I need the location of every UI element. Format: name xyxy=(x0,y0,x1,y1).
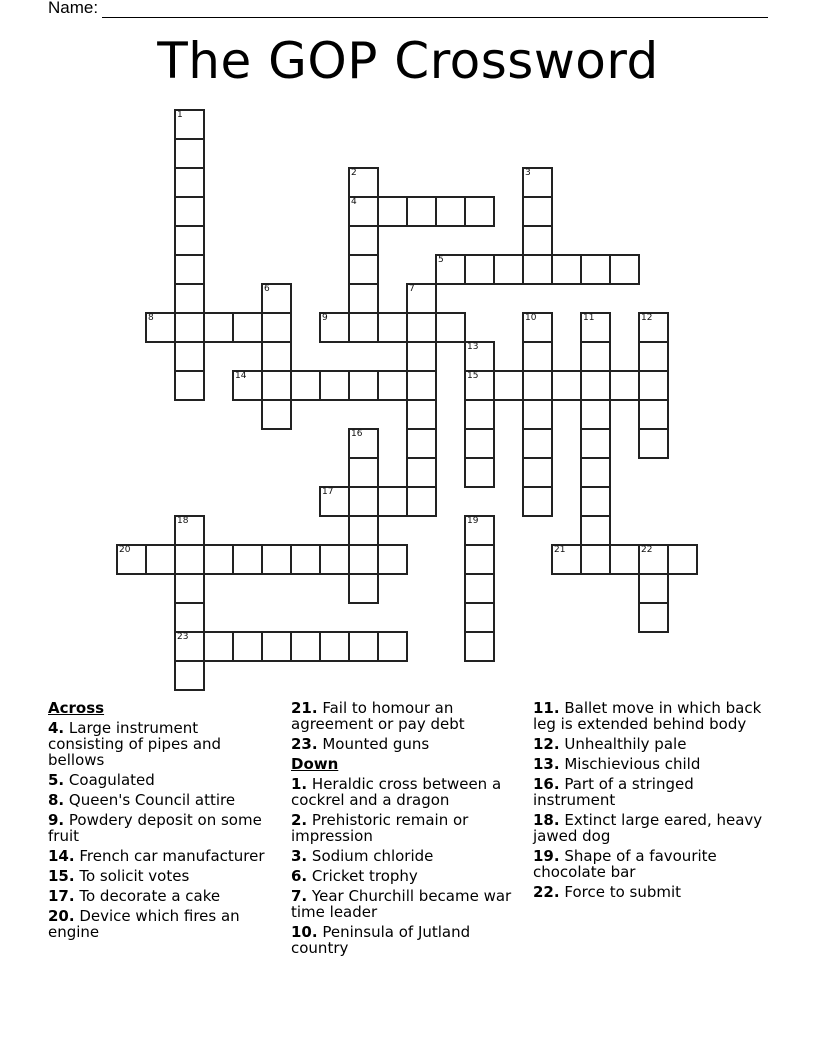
crossword-cell[interactable] xyxy=(522,457,553,488)
clue-number: 19. xyxy=(533,847,560,865)
crossword-cell[interactable] xyxy=(174,602,205,633)
crossword-cell[interactable] xyxy=(174,109,205,140)
cell-number: 20 xyxy=(119,545,131,555)
name-label: Name: xyxy=(48,0,99,17)
clue-down-19 xyxy=(533,848,773,880)
crossword-cell[interactable] xyxy=(551,254,582,285)
clue-down-12 xyxy=(533,736,773,752)
crossword-cell[interactable] xyxy=(638,399,669,430)
clue-text: Mounted guns xyxy=(322,735,430,753)
cell-number: 19 xyxy=(467,516,479,526)
crossword-cell[interactable] xyxy=(638,602,669,633)
clue-number: 17. xyxy=(48,887,75,905)
clue-text: Heraldic cross between a cockrel and a dragon xyxy=(291,775,502,809)
crossword-cell[interactable] xyxy=(580,341,611,372)
clue-text: Prehistoric remain or impression xyxy=(291,811,469,845)
crossword-cell[interactable] xyxy=(638,573,669,604)
crossword-cell[interactable] xyxy=(348,573,379,604)
crossword-cell[interactable] xyxy=(464,428,495,459)
clue-down-22 xyxy=(533,884,773,900)
crossword-cell[interactable] xyxy=(406,341,437,372)
crossword-cell[interactable] xyxy=(261,631,292,662)
clue-text: Powdery deposit on some fruit xyxy=(48,811,262,845)
crossword-cell[interactable] xyxy=(580,254,611,285)
crossword-cell[interactable] xyxy=(580,515,611,546)
crossword-cell[interactable] xyxy=(522,428,553,459)
cell-number: 9 xyxy=(322,313,328,323)
clue-text: Part of a stringed instrument xyxy=(533,775,694,809)
crossword-cell[interactable] xyxy=(174,138,205,169)
crossword-cell[interactable] xyxy=(580,428,611,459)
crossword-cell[interactable] xyxy=(580,312,611,343)
clue-across-23 xyxy=(291,736,521,752)
clue-number: 22. xyxy=(533,883,560,901)
clue-number: 16. xyxy=(533,775,560,793)
clue-down-2 xyxy=(291,812,521,844)
cell-number: 21 xyxy=(554,545,566,555)
crossword-cell[interactable] xyxy=(348,631,379,662)
crossword-cell[interactable] xyxy=(261,370,292,401)
clue-across-17 xyxy=(48,888,278,904)
clues-column-3 xyxy=(533,700,773,904)
crossword-cell[interactable] xyxy=(667,544,698,575)
crossword-cell[interactable] xyxy=(348,428,379,459)
clue-down-3 xyxy=(291,848,521,864)
crossword-cell[interactable] xyxy=(174,370,205,401)
crossword-cell[interactable] xyxy=(464,631,495,662)
crossword-cell[interactable] xyxy=(348,196,379,227)
crossword-cell[interactable] xyxy=(174,225,205,256)
cell-number: 6 xyxy=(264,284,270,294)
crossword-cell[interactable] xyxy=(319,486,350,517)
crossword-cell[interactable] xyxy=(493,254,524,285)
crossword-cell[interactable] xyxy=(377,486,408,517)
crossword-cell[interactable] xyxy=(435,254,466,285)
clue-text: Peninsula of Jutland country xyxy=(291,923,471,957)
clue-number: 12. xyxy=(533,735,560,753)
crossword-cell[interactable] xyxy=(406,457,437,488)
crossword-cell[interactable] xyxy=(406,312,437,343)
crossword-cell[interactable] xyxy=(348,312,379,343)
crossword-cell[interactable] xyxy=(406,428,437,459)
crossword-cell[interactable] xyxy=(348,370,379,401)
clue-across-8 xyxy=(48,792,278,808)
cell-number: 13 xyxy=(467,342,479,352)
down-heading: Down xyxy=(291,755,339,773)
crossword-cell[interactable] xyxy=(348,254,379,285)
crossword-cell[interactable] xyxy=(464,544,495,575)
clue-across-20 xyxy=(48,908,278,940)
crossword-cell[interactable] xyxy=(203,312,234,343)
clue-number: 21. xyxy=(291,699,318,717)
crossword-cell[interactable] xyxy=(580,544,611,575)
crossword-cell[interactable] xyxy=(377,544,408,575)
crossword-cell[interactable] xyxy=(406,196,437,227)
clue-text: Queen's Council attire xyxy=(68,791,236,809)
crossword-cell[interactable] xyxy=(203,544,234,575)
cell-number: 17 xyxy=(322,487,334,497)
clue-number: 3. xyxy=(291,847,308,865)
crossword-cell[interactable] xyxy=(232,631,263,662)
clue-across-9 xyxy=(48,812,278,844)
cell-number: 14 xyxy=(235,371,247,381)
cell-number: 23 xyxy=(177,632,189,642)
crossword-cell[interactable] xyxy=(232,544,263,575)
crossword-cell[interactable] xyxy=(522,167,553,198)
clue-number: 6. xyxy=(291,867,308,885)
crossword-cell[interactable] xyxy=(348,515,379,546)
clue-number: 13. xyxy=(533,755,560,773)
crossword-cell[interactable] xyxy=(290,544,321,575)
crossword-cell[interactable] xyxy=(290,370,321,401)
crossword-cell[interactable] xyxy=(348,225,379,256)
cell-number: 18 xyxy=(177,516,189,526)
clue-text: To decorate a cake xyxy=(79,887,221,905)
crossword-cell[interactable] xyxy=(522,312,553,343)
clue-text: Fail to homour an agreement or pay debt xyxy=(291,699,465,733)
clue-text: Force to submit xyxy=(564,883,682,901)
clue-number: 23. xyxy=(291,735,318,753)
clue-number: 1. xyxy=(291,775,308,793)
crossword-cell[interactable] xyxy=(580,486,611,517)
crossword-cell[interactable] xyxy=(232,312,263,343)
crossword-cell[interactable] xyxy=(551,370,582,401)
crossword-cell[interactable] xyxy=(522,341,553,372)
clue-number: 15. xyxy=(48,867,75,885)
crossword-cell[interactable] xyxy=(261,544,292,575)
crossword-cell[interactable] xyxy=(319,631,350,662)
clue-number: 2. xyxy=(291,811,308,829)
clue-down-7 xyxy=(291,888,521,920)
clue-number: 9. xyxy=(48,811,65,829)
crossword-cell[interactable] xyxy=(638,341,669,372)
clue-text: Ballet move in which back leg is extended behind body xyxy=(533,699,762,733)
name-blank-line[interactable] xyxy=(102,1,768,18)
clue-down-16 xyxy=(533,776,773,808)
crossword-cell[interactable] xyxy=(609,544,640,575)
clues-column-1 xyxy=(48,700,278,944)
crossword-cell[interactable] xyxy=(638,544,669,575)
clue-text: Sodium chloride xyxy=(311,847,434,865)
crossword-cell[interactable] xyxy=(174,660,205,691)
clue-text: Large instrument consisting of pipes and bellows xyxy=(48,719,222,769)
cell-number: 2 xyxy=(351,168,357,178)
crossword-cell[interactable] xyxy=(319,544,350,575)
crossword-cell[interactable] xyxy=(174,283,205,314)
crossword-grid xyxy=(117,110,727,700)
crossword-cell[interactable] xyxy=(464,573,495,604)
crossword-cell[interactable] xyxy=(174,573,205,604)
crossword-cell[interactable] xyxy=(348,457,379,488)
crossword-cell[interactable] xyxy=(174,341,205,372)
crossword-cell[interactable] xyxy=(348,486,379,517)
across-heading: Across xyxy=(48,699,105,717)
clue-down-11 xyxy=(533,700,773,732)
crossword-cell[interactable] xyxy=(522,196,553,227)
crossword-cell[interactable] xyxy=(580,457,611,488)
crossword-cell[interactable] xyxy=(319,370,350,401)
cell-number: 8 xyxy=(148,313,154,323)
cell-number: 3 xyxy=(525,168,531,178)
clue-number: 4. xyxy=(48,719,65,737)
clue-text: Year Churchill became war time leader xyxy=(291,887,512,921)
crossword-cell[interactable] xyxy=(522,486,553,517)
crossword-cell[interactable] xyxy=(174,196,205,227)
clue-down-13 xyxy=(533,756,773,772)
crossword-cell[interactable] xyxy=(522,370,553,401)
crossword-cell[interactable] xyxy=(609,254,640,285)
crossword-cell[interactable] xyxy=(116,544,147,575)
clue-number: 20. xyxy=(48,907,75,925)
crossword-cell[interactable] xyxy=(551,544,582,575)
cell-number: 4 xyxy=(351,197,357,207)
clue-number: 18. xyxy=(533,811,560,829)
crossword-cell[interactable] xyxy=(377,312,408,343)
clue-text: To solicit votes xyxy=(79,867,190,885)
page-title: The GOP Crossword xyxy=(157,32,659,90)
crossword-cell[interactable] xyxy=(522,399,553,430)
crossword-cell[interactable] xyxy=(464,515,495,546)
crossword-cell[interactable] xyxy=(464,370,495,401)
crossword-cell[interactable] xyxy=(464,399,495,430)
crossword-cell[interactable] xyxy=(203,631,234,662)
clue-number: 14. xyxy=(48,847,75,865)
crossword-cell[interactable] xyxy=(174,631,205,662)
crossword-cell[interactable] xyxy=(174,254,205,285)
crossword-cell[interactable] xyxy=(464,254,495,285)
clue-down-10 xyxy=(291,924,521,956)
crossword-cell[interactable] xyxy=(377,196,408,227)
clue-down-6 xyxy=(291,868,521,884)
crossword-cell[interactable] xyxy=(493,370,524,401)
clue-text: Mischievious child xyxy=(564,755,701,773)
crossword-cell[interactable] xyxy=(406,370,437,401)
crossword-cell[interactable] xyxy=(348,167,379,198)
crossword-cell[interactable] xyxy=(145,312,176,343)
crossword-cell[interactable] xyxy=(406,486,437,517)
cell-number: 22 xyxy=(641,545,653,555)
crossword-cell[interactable] xyxy=(609,370,640,401)
clue-text: Device which fires an engine xyxy=(48,907,240,941)
crossword-cell[interactable] xyxy=(261,399,292,430)
cell-number: 10 xyxy=(525,313,537,323)
crossword-cell[interactable] xyxy=(435,196,466,227)
clue-text: Unhealthily pale xyxy=(564,735,687,753)
clue-across-4 xyxy=(48,720,278,768)
clue-across-14 xyxy=(48,848,278,864)
crossword-cell[interactable] xyxy=(435,312,466,343)
cell-number: 7 xyxy=(409,284,415,294)
clue-text: French car manufacturer xyxy=(79,847,265,865)
clue-number: 5. xyxy=(48,771,65,789)
clue-text: Cricket trophy xyxy=(311,867,418,885)
crossword-cell[interactable] xyxy=(580,399,611,430)
clue-number: 8. xyxy=(48,791,65,809)
clue-text: Extinct large eared, heavy jawed dog xyxy=(533,811,763,845)
crossword-cell[interactable] xyxy=(638,370,669,401)
clue-across-5 xyxy=(48,772,278,788)
clues-column-2 xyxy=(291,700,521,960)
crossword-cell[interactable] xyxy=(377,631,408,662)
crossword-cell[interactable] xyxy=(464,196,495,227)
crossword-cell[interactable] xyxy=(261,341,292,372)
crossword-cell[interactable] xyxy=(174,515,205,546)
crossword-cell[interactable] xyxy=(406,399,437,430)
cell-number: 12 xyxy=(641,313,653,323)
crossword-cell[interactable] xyxy=(174,312,205,343)
clue-text: Coagulated xyxy=(68,771,155,789)
crossword-cell[interactable] xyxy=(232,370,263,401)
crossword-cell[interactable] xyxy=(348,544,379,575)
crossword-cell[interactable] xyxy=(638,312,669,343)
crossword-cell[interactable] xyxy=(377,370,408,401)
clue-down-18 xyxy=(533,812,773,844)
cell-number: 11 xyxy=(583,313,595,323)
clue-text: Shape of a favourite chocolate bar xyxy=(533,847,717,881)
crossword-cell[interactable] xyxy=(145,544,176,575)
name-field xyxy=(48,0,768,18)
clue-number: 7. xyxy=(291,887,308,905)
cell-number: 1 xyxy=(177,110,183,120)
crossword-cell[interactable] xyxy=(290,631,321,662)
crossword-cell[interactable] xyxy=(522,254,553,285)
crossword-cell[interactable] xyxy=(174,167,205,198)
crossword-cell[interactable] xyxy=(522,225,553,256)
crossword-cell[interactable] xyxy=(319,312,350,343)
cell-number: 15 xyxy=(467,371,479,381)
crossword-cell[interactable] xyxy=(348,283,379,314)
clue-number: 11. xyxy=(533,699,560,717)
crossword-cell[interactable] xyxy=(174,544,205,575)
cell-number: 5 xyxy=(438,255,444,265)
crossword-cell[interactable] xyxy=(464,341,495,372)
crossword-cell[interactable] xyxy=(261,312,292,343)
clue-number: 10. xyxy=(291,923,318,941)
crossword-cell[interactable] xyxy=(464,602,495,633)
clue-across-15 xyxy=(48,868,278,884)
crossword-cell[interactable] xyxy=(406,283,437,314)
clue-across-21 xyxy=(291,700,521,732)
crossword-cell[interactable] xyxy=(261,283,292,314)
crossword-cell[interactable] xyxy=(638,428,669,459)
crossword-cell[interactable] xyxy=(464,457,495,488)
crossword-cell[interactable] xyxy=(580,370,611,401)
clue-down-1 xyxy=(291,776,521,808)
cell-number: 16 xyxy=(351,429,363,439)
